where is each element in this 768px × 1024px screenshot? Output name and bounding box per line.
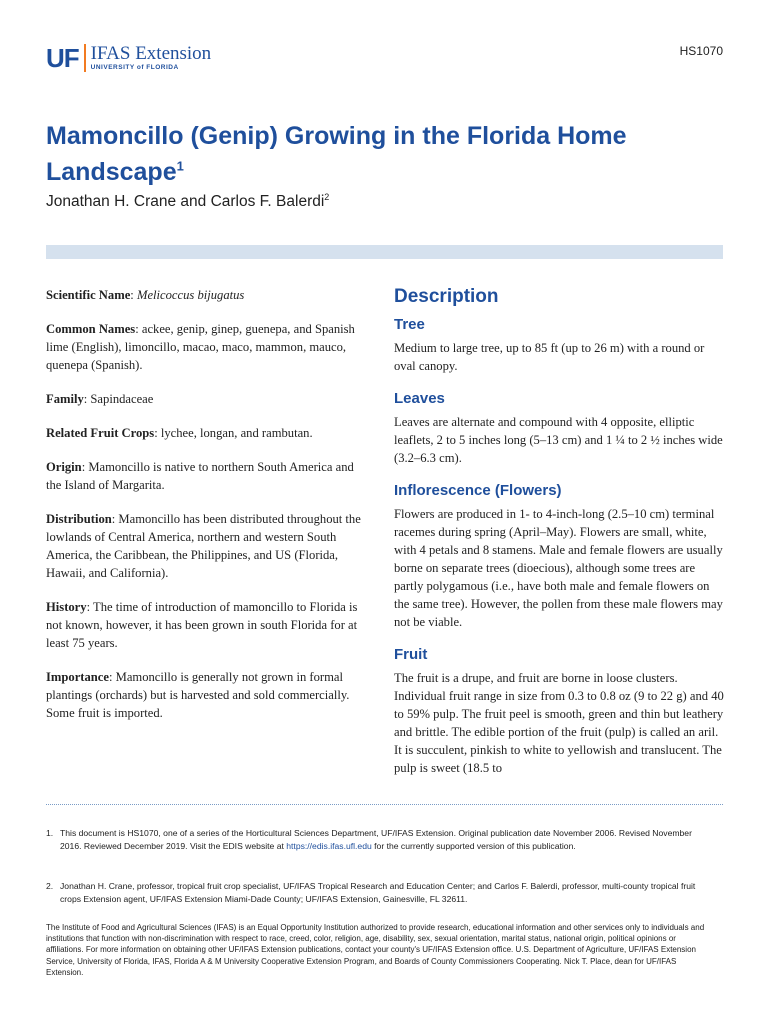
title-footnote-ref: 1 bbox=[176, 158, 184, 174]
logo-wordmark bbox=[86, 44, 212, 71]
leaves-heading: Leaves bbox=[394, 390, 445, 407]
description-heading: Description bbox=[394, 286, 499, 307]
header-divider-bar bbox=[46, 245, 723, 259]
related-crops-value: : lychee, longan, and rambutan. bbox=[154, 426, 313, 440]
related-crops-para bbox=[46, 424, 366, 442]
family-para bbox=[46, 390, 366, 408]
footnote-2-number: 2. bbox=[46, 881, 54, 891]
related-crops-label: Related Fruit Crops bbox=[46, 426, 155, 440]
logo-university-text: UNIVERSITY of FLORIDA bbox=[90, 64, 179, 71]
common-names-para bbox=[46, 320, 366, 374]
flowers-heading: Inflorescence (Flowers) bbox=[394, 482, 562, 499]
common-names-value: : ackee, genip, ginep, guenepa, and Spanish lime (English), limoncillo, macao, maco, mammon, mauco, quenepa (Spanish). bbox=[46, 322, 355, 372]
title-text: Mamoncillo (Genip) Growing in the Florida Home Landscape bbox=[46, 122, 627, 186]
footnote-1 bbox=[46, 827, 706, 852]
edis-website-link[interactable]: https://edis.ifas.ufl.edu bbox=[286, 840, 372, 851]
scientific-name-value: Melicoccus bijugatus bbox=[136, 288, 245, 302]
importance-para bbox=[46, 668, 366, 722]
footnote-1-text-a: This document is HS1070, one of a series of the Horticultural Sciences Department, UF/IFAS Extension. Original publication date November 2006. Revised November 2016. Reviewed December 2019. Visit the EDIS website at bbox=[60, 828, 692, 851]
common-names-label: Common Names bbox=[46, 322, 136, 336]
footnote-2-text: Jonathan H. Crane, professor, tropical fruit crop specialist, UF/IFAS Tropical Research and Education Center; and Carlos F. Balerdi, professor, multi-county tropical fruit crops Extension agent, UF/IFAS Extension Miami-Dade County; UF/IFAS Extension, Gainesville, FL 32611. bbox=[60, 881, 696, 904]
footnote-2 bbox=[46, 880, 706, 905]
family-value: : Sapindaceae bbox=[83, 392, 154, 406]
tree-heading: Tree bbox=[394, 316, 425, 333]
ifas-extension-logo bbox=[46, 44, 211, 72]
flowers-text: Flowers are produced in 1- to 4-inch-long (2.5–10 cm) terminal racemes during spring (April–May). Flowers are small, white, with 4 petals and 8 stamens. Male and female flowers are usually borne on separate trees (dioecious), although some trees are partly polygamous (i.e., have both male and female flowers on the same tree). However, the pollen from these male flowers may not be viable. bbox=[394, 507, 723, 629]
footnote-1-text-b: for the currently supported version of this publication. bbox=[371, 840, 576, 851]
leaves-text: Leaves are alternate and compound with 4 opposite, elliptic leaflets, 2 to 5 inches long (5–13 cm) and 1 ¼ to 2 ½ inches wide (3.2–6.3 cm). bbox=[394, 415, 723, 465]
origin-value: : Mamoncillo is native to northern South America and the Island of Margarita. bbox=[46, 460, 354, 492]
equal-opportunity-disclaimer: The Institute of Food and Agricultural Sciences (IFAS) is an Equal Opportunity Institution authorized to provide research, educational information and other services only to individuals and institutions that function with non-discrimination with respect to race, creed, color, religion, age, disability, sex, sexual orientation, marital status, national origin, political opinions or affiliations. For more information on obtaining other UF/IFAS Extension publications, contact your county's UF/IFAS Extension office. U.S. Department of Agriculture, UF/IFAS Extension Service, University of Florida, IFAS, Florida A & M University Cooperative Extension Program, and Boards of County Commissioners Cooperating. Nick T. Place, dean for UF/IFAS Extension. bbox=[46, 923, 705, 977]
importance-value: : Mamoncillo is generally not grown in formal plantings (orchards) but is harvested and sold commercially. Some fruit is imported. bbox=[46, 670, 350, 720]
document-id: HS1070 bbox=[679, 44, 723, 58]
distribution-label: Distribution bbox=[46, 512, 112, 526]
authors-text: Jonathan H. Crane and Carlos F. Balerdi bbox=[46, 193, 325, 211]
family-label: Family bbox=[46, 392, 84, 406]
authors-footnote-ref: 2 bbox=[324, 192, 330, 202]
authors bbox=[46, 192, 329, 211]
importance-label: Importance bbox=[46, 670, 109, 684]
page-title bbox=[46, 118, 686, 190]
logo-ifas-text: IFAS Extension bbox=[90, 43, 212, 64]
fruit-text: The fruit is a drupe, and fruit are borne in loose clusters. Individual fruit range in size from 0.3 to 0.8 oz (9 to 22 g) and 40 to 59% pulp. The fruit peel is smooth, green and thin but leathery and brittle. The edible portion of the fruit (pulp) is called an aril. It is succulent, pinkish to white to yellowish and translucent. The pulp is sweet (18.5 to bbox=[394, 671, 724, 775]
left-column bbox=[46, 286, 366, 738]
fruit-heading: Fruit bbox=[394, 646, 428, 663]
tree-text: Medium to large tree, up to 85 ft (up to 26 m) with a round or oval canopy. bbox=[394, 341, 705, 373]
scientific-name-label: Scientific Name bbox=[46, 288, 131, 302]
origin-label: Origin bbox=[46, 460, 82, 474]
footnote-1-number: 1. bbox=[46, 828, 54, 838]
footnote-1-text bbox=[60, 827, 706, 852]
history-label: History bbox=[46, 600, 87, 614]
scientific-name-para: Scientific Name: Melicoccus bijugatus bbox=[46, 288, 245, 302]
distribution-para bbox=[46, 510, 366, 582]
distribution-value: : Mamoncillo has been distributed throughout the lowlands of Central America, northern and western South America, the Caribbean, the Philippines, and US (Florida, Hawaii, and California). bbox=[46, 512, 361, 580]
origin-para bbox=[46, 458, 366, 494]
history-para bbox=[46, 598, 366, 652]
right-column bbox=[394, 284, 724, 790]
history-value: : The time of introduction of mamoncillo to Florida is not known, however, it has been grown in south Florida for at least 75 years. bbox=[46, 600, 358, 650]
logo-uf-mark: UF bbox=[46, 44, 86, 72]
footnote-divider bbox=[46, 804, 723, 805]
